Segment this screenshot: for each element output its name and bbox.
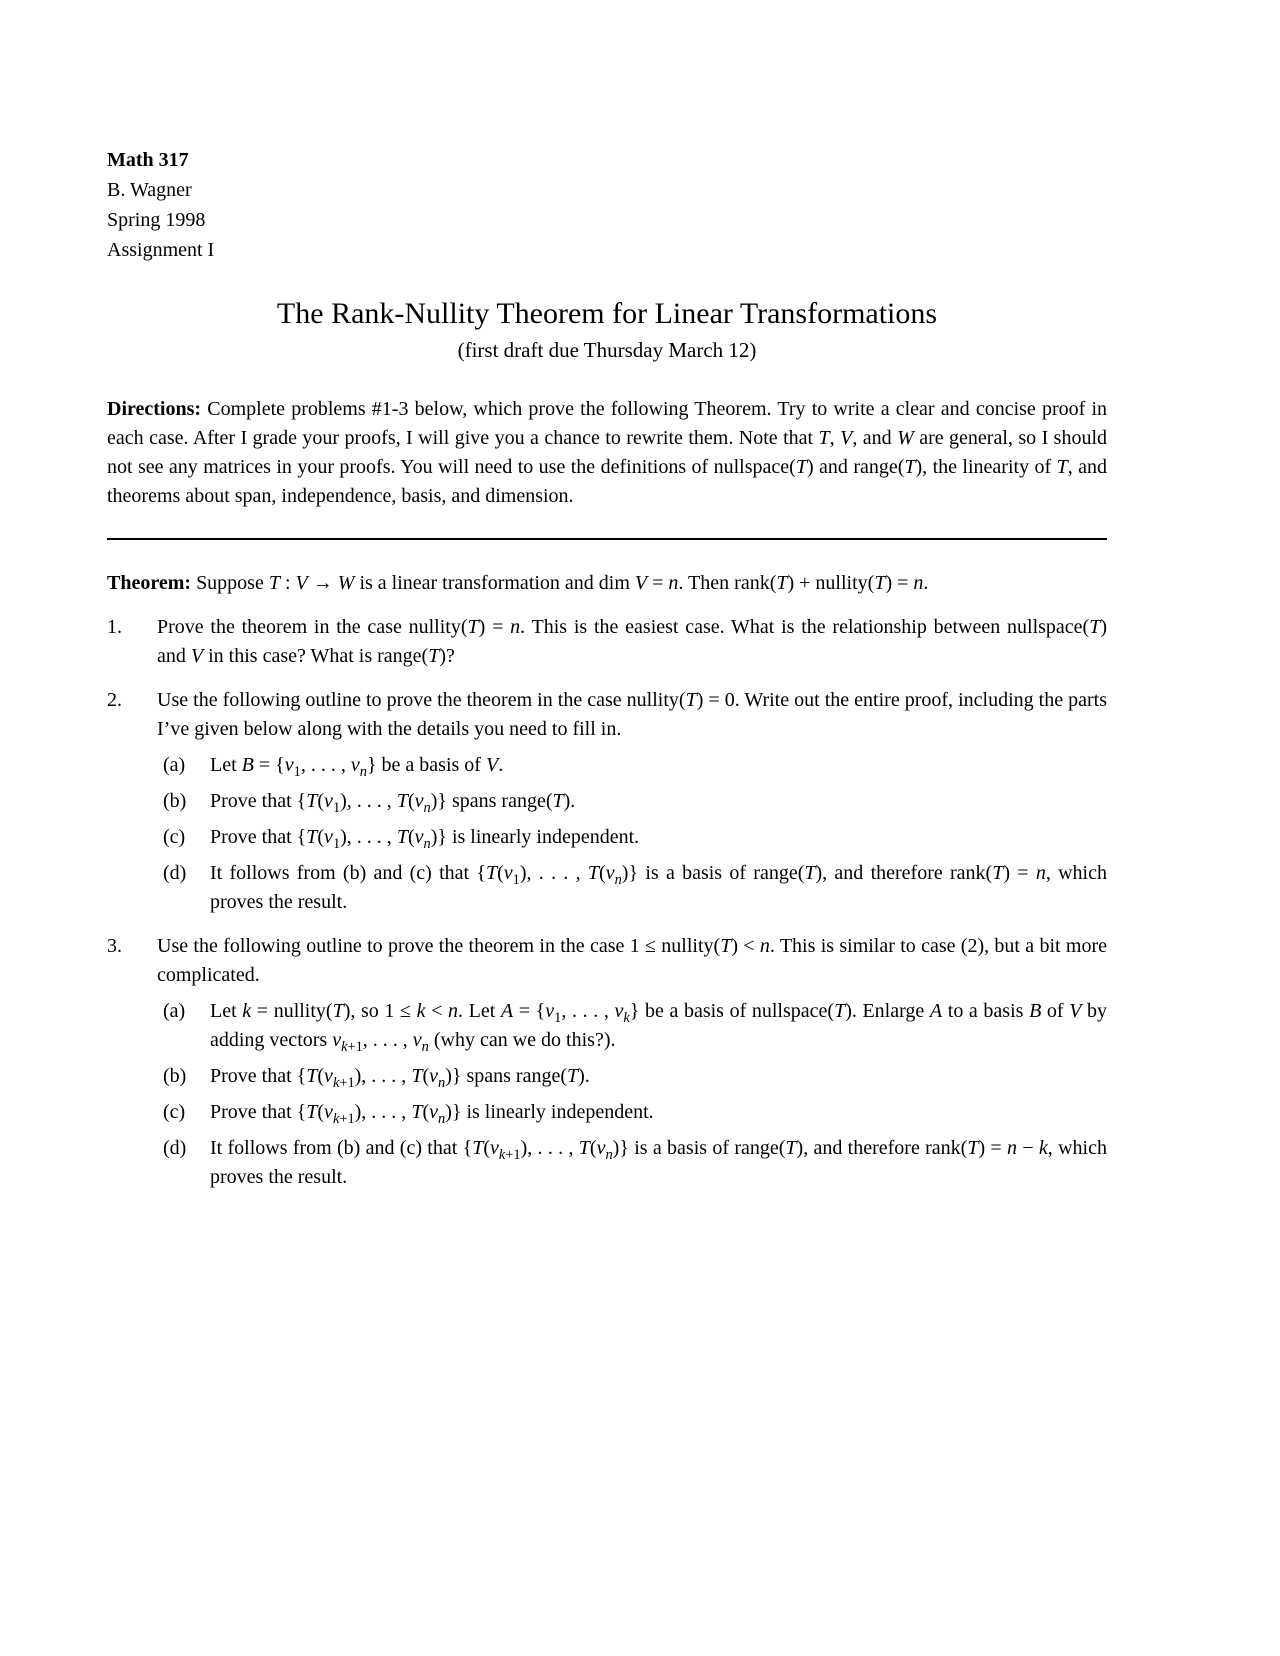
subproblem-item-2c [163,823,1107,852]
term: Spring 1998 [107,209,206,231]
subproblem-text: Let $B = \{v_1$, . . . , $v_n$} be a basis of V. [210,754,504,780]
problem-body [157,686,1107,917]
subproblem-label: (d) [163,862,187,884]
subproblem-label: (b) [163,790,187,812]
subproblem-label: (c) [163,826,186,848]
subproblem-item-3d [163,1134,1107,1192]
subproblem-text: Prove that {$T(v_1)$, . . . , $T(v_n)$} spans range(T). [210,790,576,816]
divider-rule [107,538,1107,540]
subproblem-label: (c) [163,1101,186,1123]
subproblem-text: Prove that {$T(v_{k+1})$, . . . , $T(v_n)$} is linearly independent. [210,1101,654,1127]
theorem-text: Suppose T : V → W is a linear transformation and dim V = n. Then rank(T) + nullity(T) = n. [196,572,929,594]
subproblem-item-3b [163,1062,1107,1091]
problem-number: 1. [107,616,122,638]
subproblem-item-2b [163,787,1107,816]
document-title: The Rank-Nullity Theorem for Linear Transformations [276,297,938,330]
subproblem-label: (a) [163,754,186,776]
problem-text: Use the following outline to prove the theorem in the case nullity(T) = 0. Write out the entire proof, including the parts I’ve given below along with the details you need to fill in. [157,689,1108,740]
subproblem-item-2a [163,751,1107,780]
document-page [107,0,1107,1192]
instructor-name: B. Wagner [107,179,192,201]
subproblem-text: Prove that {$T(v_1)$, . . . , $T(v_n)$} is linearly independent. [210,826,640,852]
subproblem-text: It follows from (b) and (c) that {$T(v_1)$, . . . , $T(v_n)$} is a basis of range(T), and therefore rank(T) = n, which proves the result. [210,862,1107,913]
subproblem-text: Prove that {$T(v_{k+1})$, . . . , $T(v_n)$} spans range(T). [210,1065,590,1091]
problem-body [157,613,1107,671]
problem-item-3 [107,932,1107,1192]
course-name: Math 317 [107,149,189,171]
subproblem-text: It follows from (b) and (c) that {$T(v_{k+1})$, . . . , $T(v_n)$} is a basis of range(T), and therefore rank(T) = n − k, which proves the result. [210,1137,1107,1188]
subproblem-item-3c [163,1098,1107,1127]
directions-label: Directions: [107,398,202,420]
theorem-label: Theorem: [107,572,192,594]
problem-body [157,932,1107,1192]
document-subtitle: (first draft due Thursday March 12) [457,338,757,362]
subproblem-label: (a) [163,1000,186,1022]
problem-number: 3. [107,935,122,957]
subproblem-text: Let k = nullity(T), so 1 ≤ k < n. Let $A = \{v_1$, . . . , $v_k$} be a basis of nullspace(T). Enlarge A to a basis B of V by adding vectors $v_{k+1}$, . . . , $v_n$ (why can we do this?). [210,1000,1108,1055]
directions-text: Complete problems #1-3 below, which prove the following Theorem. Try to write a clear and concise proof in each case. After I grade your proofs, I will give you a chance to rewrite them. Note that T, V, and W are general, so I should not see any matrices in your proofs. You will need to use the definitions of nullspace(T) and range(T), the linearity of T, and theorems about span, independence, basis, and dimension. [107,398,1108,507]
subproblem-label: (d) [163,1137,187,1159]
theorem-paragraph [107,569,1107,598]
assignment-number: Assignment I [107,239,215,261]
problem-text: Use the following outline to prove the theorem in the case 1 ≤ nullity(T) < n. This is similar to case (2), but a bit more complicated. [157,935,1107,986]
subproblem-item-3a [163,997,1107,1055]
problem-text: Prove the theorem in the case nullity(T) = n. This is the easiest case. What is the relationship between nullspace(T) and V in this case? What is range(T)? [157,616,1107,667]
subproblem-item-2d [163,859,1107,917]
subproblem-label: (b) [163,1065,187,1087]
directions-paragraph [107,395,1107,511]
problem-item-2 [107,686,1107,917]
assignment-header [107,145,1107,265]
problem-item-1 [107,613,1107,671]
problem-number: 2. [107,689,122,711]
problem-list [107,613,1107,1192]
